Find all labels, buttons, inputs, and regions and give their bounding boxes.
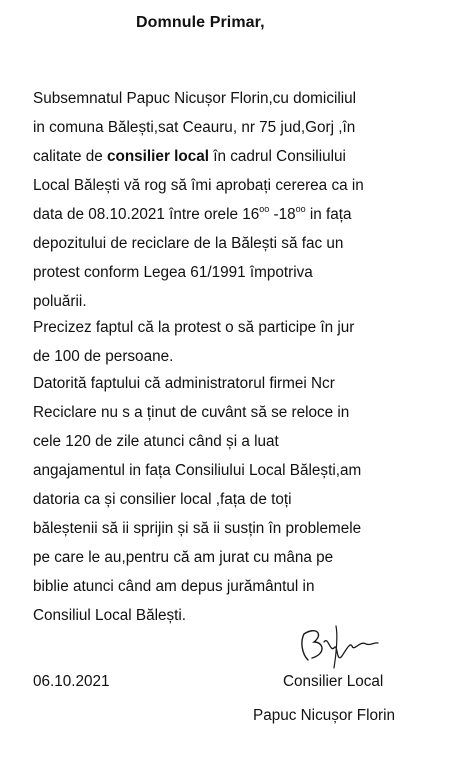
salutation: Domnule Primar, bbox=[136, 14, 265, 31]
paragraph-line bbox=[33, 142, 433, 171]
signature-role: Consilier Local bbox=[283, 673, 384, 690]
paragraph-participants bbox=[33, 313, 433, 371]
hour-superscript: oo bbox=[295, 204, 306, 214]
paragraph-line: Precizez faptul că la protest o să participe în jur bbox=[33, 319, 355, 336]
bold-role-text: consilier local bbox=[106, 148, 210, 165]
paragraph-line: pe care le au,pentru că am jurat cu mâna pe bbox=[33, 549, 334, 566]
paragraph-line: cele 120 de zile atunci când și a luat bbox=[33, 433, 279, 450]
text-segment: data de 08.10.2021 între orele 16 bbox=[33, 206, 260, 223]
paragraph-line: Consiliul Local Bălești. bbox=[33, 607, 187, 624]
paragraph-line: datoria ca și consilier local ,fața de toți bbox=[33, 491, 292, 508]
paragraph-line: poluării. bbox=[33, 293, 87, 310]
paragraph-justification bbox=[33, 369, 433, 630]
paragraph-line: băleștenii să ii sprijin și să ii susțin în problemele bbox=[33, 520, 362, 537]
paragraph-line: Local Bălești vă rog să îmi aprobați cererea ca in bbox=[33, 177, 364, 194]
paragraph-line: protest conform Legea 61/1991 împotriva bbox=[33, 264, 313, 281]
paragraph-line: de 100 de persoane. bbox=[33, 348, 174, 365]
paragraph-line: biblie atunci când am depus jurământul in bbox=[33, 578, 315, 595]
text-segment: calitate de bbox=[33, 148, 107, 165]
text-segment: in fața bbox=[305, 206, 352, 223]
text-segment: -18 bbox=[269, 206, 296, 223]
paragraph-line: depozitului de reciclare de la Bălești să fac un bbox=[33, 235, 344, 252]
paragraph-line: angajamentul in fața Consiliului Local Bălești,am bbox=[33, 462, 362, 479]
paragraph-line: Datorită faptului că administratorul firmei Ncr bbox=[33, 375, 335, 392]
paragraph-request bbox=[33, 84, 433, 316]
paragraph-line: in comuna Bălești,sat Ceauru, nr 75 jud,Gorj ,în bbox=[33, 119, 356, 136]
hour-superscript: oo bbox=[259, 204, 270, 214]
text-segment: în cadrul Consiliului bbox=[209, 148, 346, 165]
letter-date: 06.10.2021 bbox=[33, 673, 110, 690]
paragraph-line: Subsemnatul Papuc Nicușor Florin,cu domiciliul bbox=[33, 90, 357, 107]
signature-name: Papuc Nicușor Florin bbox=[253, 707, 395, 724]
handwritten-signature-icon bbox=[290, 612, 380, 672]
paragraph-line bbox=[33, 200, 433, 229]
paragraph-line: Reciclare nu s a ținut de cuvânt să se reloce in bbox=[33, 404, 350, 421]
